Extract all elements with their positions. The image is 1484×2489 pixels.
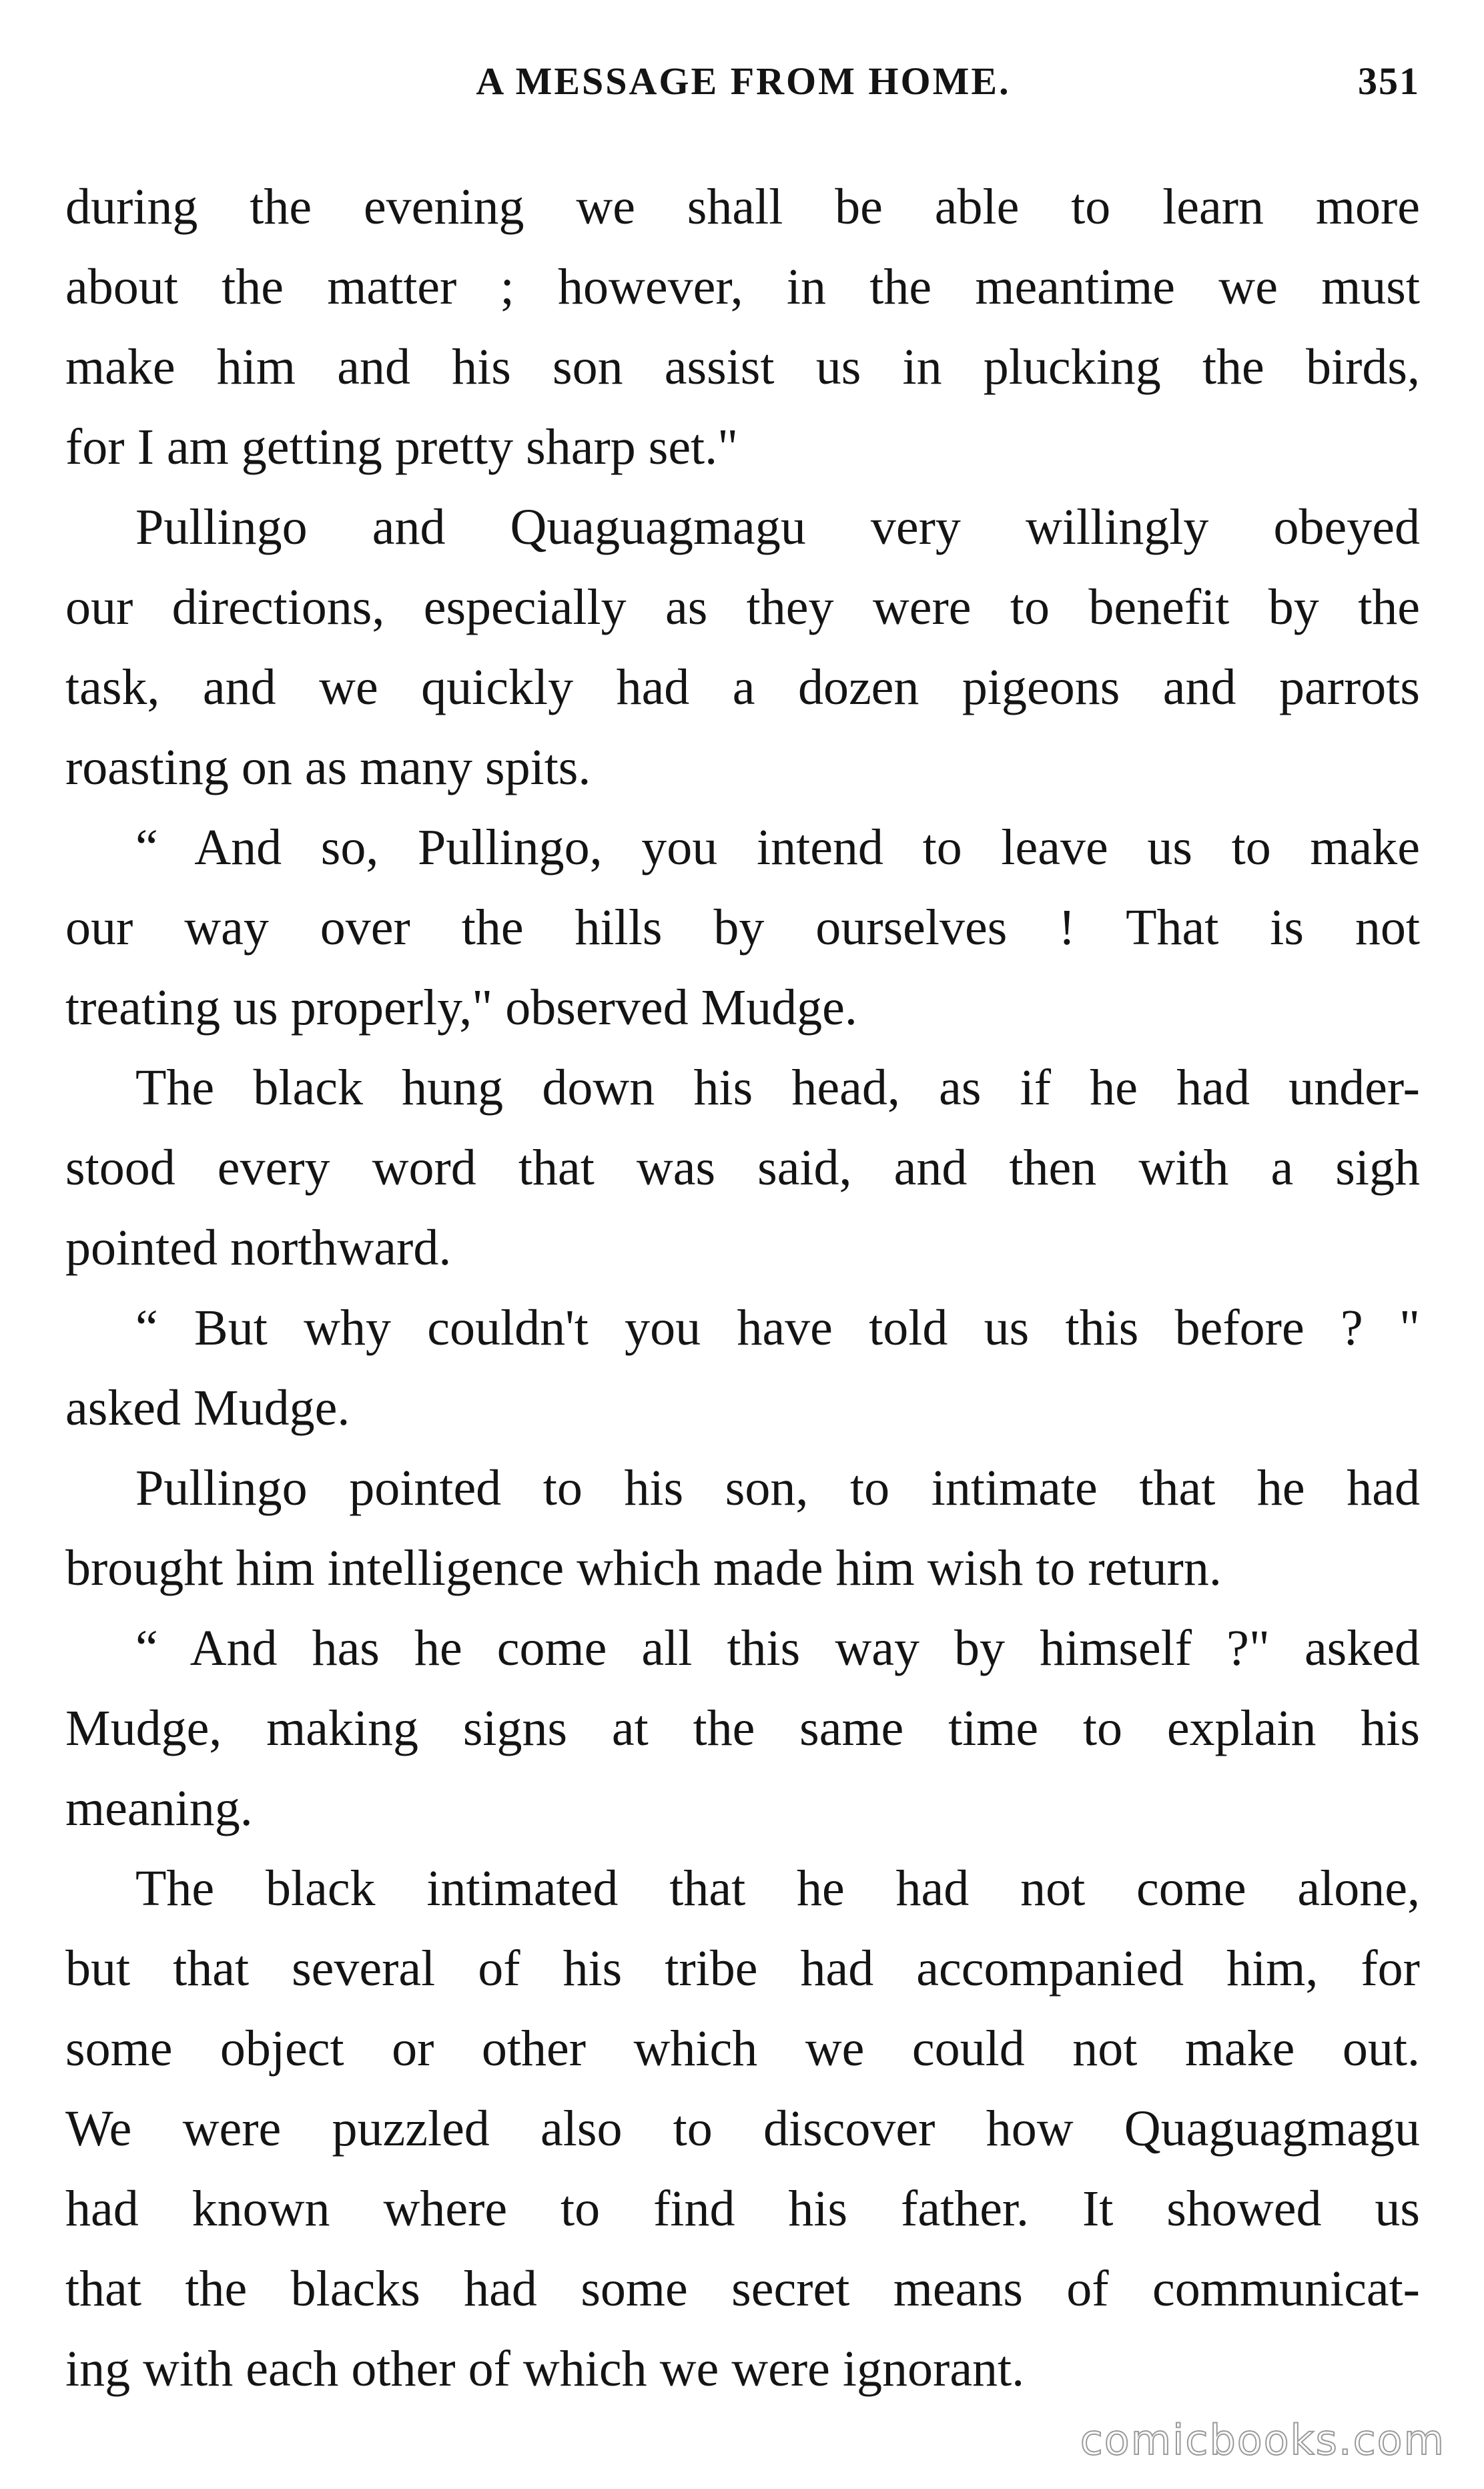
text-line: stood every word that was said, and then with a sigh [65,1140,1420,1196]
text-line: task, and we quickly had a dozen pigeons and parrots [65,659,1420,715]
text-line: our directions, especially as they were to benefit by the [65,579,1420,635]
text-line: roasting on as many spits. [65,739,591,795]
text-line: treating us properly," observed Mudge. [65,980,857,1036]
text-line: Mudge, making signs at the same time to explain his [65,1700,1420,1756]
text-line: brought him intelligence which made him wish to return. [65,1540,1222,1596]
text-line: about the matter ; however, in the meantime we must [65,259,1420,315]
text-line: The black intimated that he had not come alone, [135,1860,1420,1916]
text-line: “ But why couldn't you have told us this before ? " [135,1300,1420,1356]
body-text [65,167,1420,2409]
text-line: Pullingo pointed to his son, to intimate that he had [135,1460,1420,1516]
text-line: ing with each other of which we were ignorant. [65,2341,1025,2397]
text-line: asked Mudge. [65,1380,350,1436]
page-number: 351 [1358,59,1420,103]
running-head [67,59,1420,112]
text-line: “ And has he come all this way by himself ?" asked [135,1620,1420,1676]
text-line: had known where to find his father. It showed us [65,2181,1420,2237]
text-line: during the evening we shall be able to learn more [65,179,1420,235]
text-line: that the blacks had some secret means of communicat- [65,2261,1420,2317]
text-line: but that several of his tribe had accompanied him, for [65,1940,1420,1997]
text-line: some object or other which we could not make out. [65,2021,1420,2077]
text-line: pointed northward. [65,1220,452,1276]
text-line: make him and his son assist us in plucking the birds, [65,339,1420,395]
text-line: We were puzzled also to discover how Quaguagmagu [65,2101,1420,2157]
running-title: A MESSAGE FROM HOME. [476,59,1011,103]
text-line: “ And so, Pullingo, you intend to leave us to make [135,819,1420,875]
text-line: meaning. [65,1780,253,1836]
text-line: Pullingo and Quaguagmagu very willingly obeyed [135,499,1420,555]
watermark: comicbooks.com [1080,2416,1445,2464]
text-line: our way over the hills by ourselves ! That is not [65,900,1420,956]
text-line: for I am getting pretty sharp set." [65,419,739,475]
text-line: The black hung down his head, as if he had under- [135,1060,1420,1116]
